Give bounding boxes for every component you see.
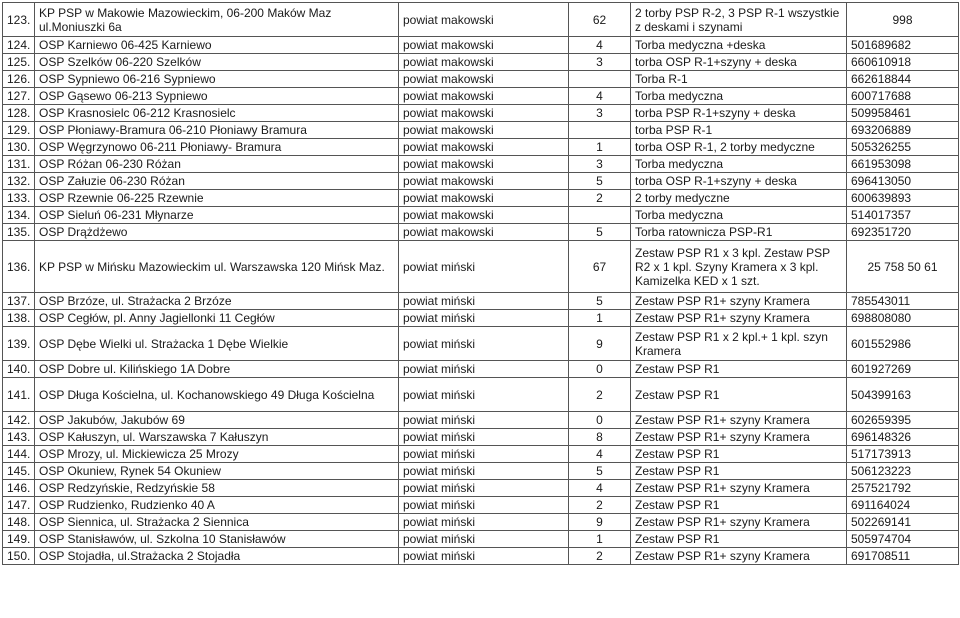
- equipment-cell: Torba medyczna +deska: [631, 37, 847, 54]
- unit-name-cell: OSP Szelków 06-220 Szelków: [35, 54, 399, 71]
- county-name-cell: powiat miński: [399, 241, 569, 293]
- table-row: [3, 156, 959, 173]
- equipment-cell: Zestaw PSP R1 x 2 kpl.+ 1 kpl. szyn Kramera: [631, 327, 847, 361]
- table-row: [3, 207, 959, 224]
- unit-name-cell: OSP Sypniewo 06-216 Sypniewo: [35, 71, 399, 88]
- row-number-cell: 135.: [3, 224, 35, 241]
- phone-number-cell: 501689682: [847, 37, 959, 54]
- county-name-cell: powiat miński: [399, 446, 569, 463]
- table-row: [3, 531, 959, 548]
- unit-name-cell: OSP Rudzienko, Rudzienko 40 A: [35, 497, 399, 514]
- table-row: [3, 497, 959, 514]
- phone-number-cell: 505974704: [847, 531, 959, 548]
- equipment-cell: Zestaw PSP R1+ szyny Kramera: [631, 548, 847, 565]
- phone-number-cell: 514017357: [847, 207, 959, 224]
- equipment-cell: Zestaw PSP R1 x 3 kpl. Zestaw PSP R2 x 1 kpl. Szyny Kramera x 3 kpl. Kamizelka KED x 1 szt.: [631, 241, 847, 293]
- units-table-body: [3, 3, 959, 565]
- unit-name-cell: OSP Cegłów, pl. Anny Jagiellonki 11 Cegłów: [35, 310, 399, 327]
- unit-name-cell: OSP Drążdżewo: [35, 224, 399, 241]
- phone-number-cell: 601927269: [847, 361, 959, 378]
- quantity-cell: 67: [569, 241, 631, 293]
- unit-name-cell: OSP Różan 06-230 Różan: [35, 156, 399, 173]
- equipment-cell: Zestaw PSP R1+ szyny Kramera: [631, 293, 847, 310]
- phone-number-cell: 661953098: [847, 156, 959, 173]
- quantity-cell: 5: [569, 173, 631, 190]
- table-row: [3, 429, 959, 446]
- quantity-cell: 5: [569, 293, 631, 310]
- table-row: [3, 548, 959, 565]
- unit-name-cell: OSP Brzóze, ul. Strażacka 2 Brzóze: [35, 293, 399, 310]
- quantity-cell: 8: [569, 429, 631, 446]
- quantity-cell: 0: [569, 412, 631, 429]
- county-name-cell: powiat makowski: [399, 207, 569, 224]
- county-name-cell: powiat makowski: [399, 88, 569, 105]
- county-name-cell: powiat miński: [399, 412, 569, 429]
- row-number-cell: 129.: [3, 122, 35, 139]
- table-row: [3, 3, 959, 37]
- phone-number-cell: 662618844: [847, 71, 959, 88]
- table-row: [3, 88, 959, 105]
- row-number-cell: 142.: [3, 412, 35, 429]
- phone-number-cell: 509958461: [847, 105, 959, 122]
- phone-number-cell: 698808080: [847, 310, 959, 327]
- equipment-cell: Zestaw PSP R1: [631, 497, 847, 514]
- county-name-cell: powiat miński: [399, 497, 569, 514]
- row-number-cell: 140.: [3, 361, 35, 378]
- row-number-cell: 128.: [3, 105, 35, 122]
- unit-name-cell: OSP Dębe Wielki ul. Strażacka 1 Dębe Wielkie: [35, 327, 399, 361]
- unit-name-cell: OSP Kałuszyn, ul. Warszawska 7 Kałuszyn: [35, 429, 399, 446]
- table-row: [3, 224, 959, 241]
- county-name-cell: powiat miński: [399, 327, 569, 361]
- phone-number-cell: 602659395: [847, 412, 959, 429]
- row-number-cell: 149.: [3, 531, 35, 548]
- row-number-cell: 136.: [3, 241, 35, 293]
- phone-number-cell: 660610918: [847, 54, 959, 71]
- county-name-cell: powiat miński: [399, 463, 569, 480]
- equipment-cell: Zestaw PSP R1: [631, 378, 847, 412]
- quantity-cell: [569, 71, 631, 88]
- quantity-cell: 1: [569, 531, 631, 548]
- quantity-cell: 2: [569, 548, 631, 565]
- unit-name-cell: OSP Redzyńskie, Redzyńskie 58: [35, 480, 399, 497]
- quantity-cell: [569, 122, 631, 139]
- equipment-cell: torba OSP R-1+szyny + deska: [631, 54, 847, 71]
- unit-name-cell: OSP Gąsewo 06-213 Sypniewo: [35, 88, 399, 105]
- equipment-cell: Zestaw PSP R1: [631, 361, 847, 378]
- quantity-cell: 4: [569, 37, 631, 54]
- quantity-cell: 0: [569, 361, 631, 378]
- county-name-cell: powiat miński: [399, 310, 569, 327]
- table-row: [3, 37, 959, 54]
- unit-name-cell: OSP Okuniew, Rynek 54 Okuniew: [35, 463, 399, 480]
- equipment-cell: 2 torby medyczne: [631, 190, 847, 207]
- unit-name-cell: OSP Dobre ul. Kilińskiego 1A Dobre: [35, 361, 399, 378]
- table-row: [3, 463, 959, 480]
- unit-name-cell: OSP Siennica, ul. Strażacka 2 Siennica: [35, 514, 399, 531]
- row-number-cell: 130.: [3, 139, 35, 156]
- row-number-cell: 124.: [3, 37, 35, 54]
- phone-number-cell: 504399163: [847, 378, 959, 412]
- equipment-cell: 2 torby PSP R-2, 3 PSP R-1 wszystkie z deskami i szynami: [631, 3, 847, 37]
- phone-number-cell: 785543011: [847, 293, 959, 310]
- quantity-cell: [569, 207, 631, 224]
- county-name-cell: powiat makowski: [399, 173, 569, 190]
- unit-name-cell: OSP Rzewnie 06-225 Rzewnie: [35, 190, 399, 207]
- quantity-cell: 1: [569, 139, 631, 156]
- county-name-cell: powiat miński: [399, 429, 569, 446]
- unit-name-cell: OSP Węgrzynowo 06-211 Płoniawy- Bramura: [35, 139, 399, 156]
- county-name-cell: powiat makowski: [399, 122, 569, 139]
- county-name-cell: powiat makowski: [399, 139, 569, 156]
- row-number-cell: 132.: [3, 173, 35, 190]
- phone-number-cell: 696148326: [847, 429, 959, 446]
- unit-name-cell: OSP Karniewo 06-425 Karniewo: [35, 37, 399, 54]
- row-number-cell: 131.: [3, 156, 35, 173]
- table-row: [3, 71, 959, 88]
- county-name-cell: powiat makowski: [399, 3, 569, 37]
- quantity-cell: 3: [569, 156, 631, 173]
- phone-number-cell: 505326255: [847, 139, 959, 156]
- table-row: [3, 412, 959, 429]
- phone-number-cell: 696413050: [847, 173, 959, 190]
- county-name-cell: powiat miński: [399, 361, 569, 378]
- phone-number-cell: 25 758 50 61: [847, 241, 959, 293]
- phone-number-cell: 601552986: [847, 327, 959, 361]
- table-row: [3, 54, 959, 71]
- county-name-cell: powiat makowski: [399, 71, 569, 88]
- table-row: [3, 122, 959, 139]
- quantity-cell: 2: [569, 190, 631, 207]
- unit-name-cell: OSP Stanisławów, ul. Szkolna 10 Stanisławów: [35, 531, 399, 548]
- phone-number-cell: 600639893: [847, 190, 959, 207]
- unit-name-cell: KP PSP w Mińsku Mazowieckim ul. Warszawska 120 Mińsk Maz.: [35, 241, 399, 293]
- table-row: [3, 241, 959, 293]
- county-name-cell: powiat miński: [399, 514, 569, 531]
- equipment-cell: torba OSP R-1, 2 torby medyczne: [631, 139, 847, 156]
- table-row: [3, 293, 959, 310]
- phone-number-cell: 517173913: [847, 446, 959, 463]
- quantity-cell: 9: [569, 327, 631, 361]
- unit-name-cell: OSP Krasnosielc 06-212 Krasnosielc: [35, 105, 399, 122]
- table-row: [3, 327, 959, 361]
- quantity-cell: 62: [569, 3, 631, 37]
- quantity-cell: 4: [569, 480, 631, 497]
- equipment-cell: Torba ratownicza PSP-R1: [631, 224, 847, 241]
- table-row: [3, 310, 959, 327]
- unit-name-cell: KP PSP w Makowie Mazowieckim, 06-200 Maków Maz ul.Moniuszki 6a: [35, 3, 399, 37]
- unit-name-cell: OSP Stojadła, ul.Strażacka 2 Stojadła: [35, 548, 399, 565]
- row-number-cell: 148.: [3, 514, 35, 531]
- row-number-cell: 123.: [3, 3, 35, 37]
- equipment-cell: torba PSP R-1: [631, 122, 847, 139]
- equipment-cell: Torba R-1: [631, 71, 847, 88]
- unit-name-cell: OSP Płoniawy-Bramura 06-210 Płoniawy Bramura: [35, 122, 399, 139]
- quantity-cell: 3: [569, 105, 631, 122]
- row-number-cell: 126.: [3, 71, 35, 88]
- quantity-cell: 4: [569, 446, 631, 463]
- phone-number-cell: 691164024: [847, 497, 959, 514]
- table-row: [3, 361, 959, 378]
- row-number-cell: 139.: [3, 327, 35, 361]
- equipment-cell: torba OSP R-1+szyny + deska: [631, 173, 847, 190]
- county-name-cell: powiat miński: [399, 293, 569, 310]
- equipment-cell: Zestaw PSP R1: [631, 531, 847, 548]
- unit-name-cell: OSP Długa Kościelna, ul. Kochanowskiego 49 Długa Kościelna: [35, 378, 399, 412]
- table-row: [3, 378, 959, 412]
- row-number-cell: 134.: [3, 207, 35, 224]
- county-name-cell: powiat makowski: [399, 54, 569, 71]
- county-name-cell: powiat miński: [399, 378, 569, 412]
- quantity-cell: 5: [569, 224, 631, 241]
- phone-number-cell: 998: [847, 3, 959, 37]
- table-row: [3, 190, 959, 207]
- table-row: [3, 446, 959, 463]
- quantity-cell: 1: [569, 310, 631, 327]
- county-name-cell: powiat makowski: [399, 190, 569, 207]
- quantity-cell: 2: [569, 378, 631, 412]
- table-row: [3, 514, 959, 531]
- phone-number-cell: 502269141: [847, 514, 959, 531]
- phone-number-cell: 506123223: [847, 463, 959, 480]
- equipment-cell: Zestaw PSP R1+ szyny Kramera: [631, 429, 847, 446]
- table-row: [3, 105, 959, 122]
- county-name-cell: powiat makowski: [399, 224, 569, 241]
- row-number-cell: 133.: [3, 190, 35, 207]
- row-number-cell: 138.: [3, 310, 35, 327]
- quantity-cell: 5: [569, 463, 631, 480]
- row-number-cell: 144.: [3, 446, 35, 463]
- county-name-cell: powiat makowski: [399, 37, 569, 54]
- unit-name-cell: OSP Sieluń 06-231 Młynarze: [35, 207, 399, 224]
- equipment-cell: Zestaw PSP R1+ szyny Kramera: [631, 412, 847, 429]
- county-name-cell: powiat miński: [399, 480, 569, 497]
- county-name-cell: powiat makowski: [399, 156, 569, 173]
- row-number-cell: 143.: [3, 429, 35, 446]
- unit-name-cell: OSP Mrozy, ul. Mickiewicza 25 Mrozy: [35, 446, 399, 463]
- equipment-cell: torba PSP R-1+szyny + deska: [631, 105, 847, 122]
- row-number-cell: 137.: [3, 293, 35, 310]
- row-number-cell: 145.: [3, 463, 35, 480]
- quantity-cell: 4: [569, 88, 631, 105]
- county-name-cell: powiat miński: [399, 531, 569, 548]
- phone-number-cell: 600717688: [847, 88, 959, 105]
- equipment-cell: Torba medyczna: [631, 88, 847, 105]
- table-row: [3, 480, 959, 497]
- row-number-cell: 125.: [3, 54, 35, 71]
- quantity-cell: 9: [569, 514, 631, 531]
- row-number-cell: 146.: [3, 480, 35, 497]
- unit-name-cell: OSP Załuzie 06-230 Różan: [35, 173, 399, 190]
- county-name-cell: powiat makowski: [399, 105, 569, 122]
- units-table: [2, 2, 959, 565]
- quantity-cell: 3: [569, 54, 631, 71]
- unit-name-cell: OSP Jakubów, Jakubów 69: [35, 412, 399, 429]
- table-row: [3, 139, 959, 156]
- equipment-cell: Torba medyczna: [631, 156, 847, 173]
- county-name-cell: powiat miński: [399, 548, 569, 565]
- row-number-cell: 127.: [3, 88, 35, 105]
- equipment-cell: Zestaw PSP R1+ szyny Kramera: [631, 514, 847, 531]
- quantity-cell: 2: [569, 497, 631, 514]
- phone-number-cell: 257521792: [847, 480, 959, 497]
- equipment-cell: Zestaw PSP R1+ szyny Kramera: [631, 480, 847, 497]
- phone-number-cell: 693206889: [847, 122, 959, 139]
- row-number-cell: 141.: [3, 378, 35, 412]
- row-number-cell: 150.: [3, 548, 35, 565]
- row-number-cell: 147.: [3, 497, 35, 514]
- phone-number-cell: 692351720: [847, 224, 959, 241]
- phone-number-cell: 691708511: [847, 548, 959, 565]
- equipment-cell: Zestaw PSP R1+ szyny Kramera: [631, 310, 847, 327]
- equipment-cell: Zestaw PSP R1: [631, 463, 847, 480]
- equipment-cell: Zestaw PSP R1: [631, 446, 847, 463]
- equipment-cell: Torba medyczna: [631, 207, 847, 224]
- table-row: [3, 173, 959, 190]
